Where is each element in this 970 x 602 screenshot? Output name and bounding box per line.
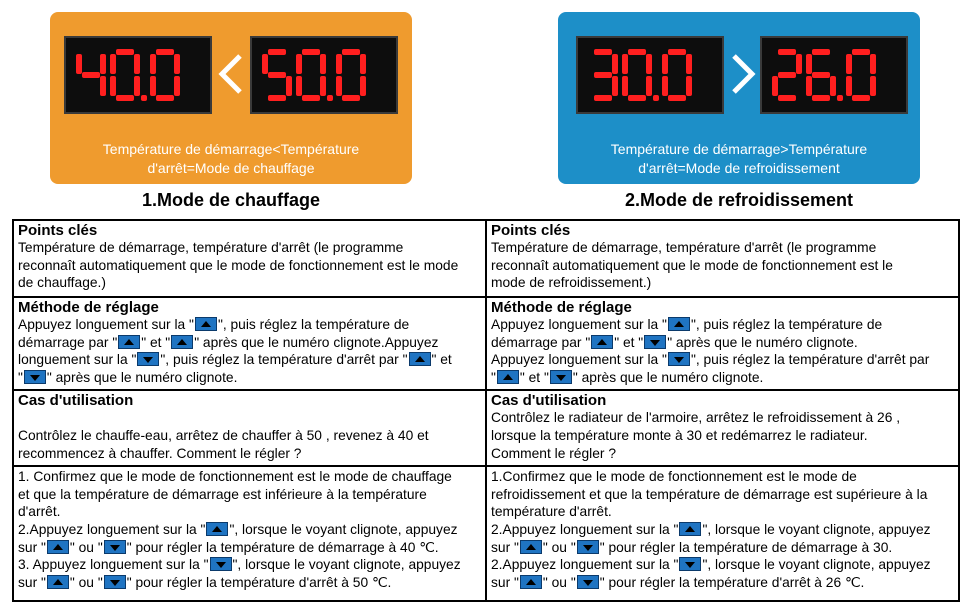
segment [110, 54, 116, 74]
text-line: " " après que le numéro clignote. [18, 369, 238, 385]
up-arrow-button-icon [497, 370, 519, 384]
segment [82, 72, 100, 78]
text-line: Appuyez longuement sur la " ", puis réglez la température de [18, 317, 410, 332]
segment [686, 76, 692, 96]
segment [360, 54, 366, 74]
segment [141, 95, 147, 101]
seven-segment-readout [66, 38, 210, 112]
segment [662, 76, 668, 96]
up-arrow-button-icon [668, 317, 690, 331]
segment [594, 49, 612, 55]
section-text [18, 239, 482, 292]
down-arrow-button-icon [679, 557, 701, 571]
up-arrow-button-icon [591, 335, 613, 349]
segment [100, 76, 106, 96]
section-text [491, 316, 955, 386]
segment [778, 95, 796, 101]
segment [846, 54, 852, 74]
text-line [18, 409, 482, 427]
text-line: reconnaît automatiquement que le mode de fonctionnement est le [491, 257, 893, 273]
segment [612, 76, 618, 96]
table-cell-cooling [486, 390, 959, 466]
text-line: démarrage par " " et " " après que le numéro clignote. [491, 334, 858, 350]
text-line: 1. Confirmez que le mode de fonctionnement est le mode de chauffage [18, 469, 452, 485]
section-heading: Cas d'utilisation [491, 392, 607, 410]
text-line: recommencez à chauffer. Comment le régler ? [18, 445, 302, 461]
segment [150, 76, 156, 96]
segment [302, 49, 320, 55]
segment [156, 49, 174, 55]
segment [286, 76, 292, 96]
segment [806, 54, 812, 74]
segment [778, 72, 796, 78]
segment [110, 76, 116, 96]
stop-temperature-display [250, 36, 398, 114]
segment [806, 76, 812, 96]
stop-temperature-display [760, 36, 908, 114]
segment [668, 95, 686, 101]
segment [852, 95, 870, 101]
segment [594, 95, 612, 101]
section-heading: Points clés [491, 222, 571, 239]
text-line: 2.Appuyez longuement sur la " ", lorsque le voyant clignote, appuyez [491, 521, 931, 537]
text-line: reconnaît automatiquement que le mode de fonctionnement est le mode [18, 257, 459, 273]
segment [116, 95, 134, 101]
less-than-icon [216, 52, 246, 96]
table-cell-heating [13, 297, 486, 390]
up-arrow-button-icon [409, 352, 431, 366]
text-line: longuement sur la " ", puis réglez la température d'arrêt par " " et [18, 352, 452, 368]
table-cell-heating [13, 466, 486, 601]
text-line: de chauffage.) [18, 275, 106, 291]
segment [646, 54, 652, 74]
table-row [13, 466, 959, 601]
table-row [13, 297, 959, 390]
segment [268, 95, 286, 101]
table-cell-cooling [486, 220, 959, 297]
text-line: sur " " ou " " pour régler la température d'arrêt à 50 ℃. [18, 574, 392, 590]
greater-than-icon [728, 52, 758, 96]
segment [622, 54, 628, 74]
text-line: 2.Appuyez longuement sur la " ", lorsque le voyant clignote, appuyez [18, 521, 458, 537]
segment [778, 49, 796, 55]
instruction-table [12, 219, 960, 602]
down-arrow-button-icon [210, 557, 232, 571]
caption-line: d'arrêt=Mode de refroidissement [638, 160, 840, 176]
section-text [18, 316, 482, 386]
text-line: Contrôlez le chauffe-eau, arrêtez de chauffer à 50 , revenez à 40 et [18, 427, 429, 443]
segment [772, 76, 778, 96]
text-line: sur " " ou " " pour régler la température d'arrêt à 26 ℃. [491, 574, 865, 590]
segment [870, 54, 876, 74]
text-line: lorsque la température monte à 30 et redémarrez le radiateur. [491, 427, 868, 443]
section-text [491, 409, 955, 462]
section-heading: Cas d'utilisation [18, 392, 134, 410]
table-cell-heating [13, 220, 486, 297]
text-line: d'arrêt. [18, 504, 61, 520]
table-cell-cooling [486, 466, 959, 601]
segment [612, 54, 618, 74]
up-arrow-button-icon [520, 540, 542, 554]
segment [320, 76, 326, 96]
up-arrow-button-icon [195, 317, 217, 331]
text-line: Appuyez longuement sur la " ", puis réglez la température d'arrêt par [491, 352, 930, 368]
segment [342, 49, 360, 55]
table-row [13, 390, 959, 466]
text-line: température d'arrêt. [491, 504, 612, 520]
segment [76, 54, 82, 74]
segment [796, 54, 802, 74]
text-line: démarrage par " " et " " après que le numéro clignote.Appuyez [18, 334, 439, 350]
up-arrow-button-icon [520, 575, 542, 589]
start-temperature-display [64, 36, 212, 114]
segment [622, 76, 628, 96]
section-text [491, 239, 955, 292]
down-arrow-button-icon [577, 540, 599, 554]
heating-mode-caption [70, 140, 392, 178]
seven-segment-readout [252, 38, 396, 112]
start-temperature-display [576, 36, 724, 114]
segment [100, 54, 106, 74]
text-line: Température de démarrage, température d'arrêt (le programme [18, 240, 404, 255]
segment [174, 54, 180, 74]
heating-mode-panel [50, 12, 412, 184]
section-heading: Méthode de réglage [491, 299, 632, 316]
section-text [18, 468, 482, 591]
segment [830, 76, 836, 96]
segment [296, 54, 302, 74]
text-line: Contrôlez le radiateur de l'armoire, arrêtez le refroidissement à 26 , [491, 410, 901, 426]
text-line: 1.Confirmez que le mode de fonctionnement est le mode de [491, 469, 857, 485]
table-row [13, 220, 959, 297]
segment [653, 95, 659, 101]
up-arrow-button-icon [679, 522, 701, 536]
segment [837, 95, 843, 101]
down-arrow-button-icon [104, 575, 126, 589]
up-arrow-button-icon [47, 540, 69, 554]
down-arrow-button-icon [104, 540, 126, 554]
cooling-mode-panel [558, 12, 920, 184]
cooling-mode-title: 2.Mode de refroidissement [624, 190, 854, 210]
segment [852, 49, 870, 55]
segment [812, 72, 830, 78]
segment [662, 54, 668, 74]
segment [262, 54, 268, 74]
segment [268, 72, 286, 78]
text-line: et que la température de démarrage est inférieure à la température [18, 486, 427, 502]
text-line: 2.Appuyez longuement sur la " ", lorsque le voyant clignote, appuyez [491, 557, 931, 573]
segment [870, 76, 876, 96]
segment [134, 54, 140, 74]
segment [812, 95, 830, 101]
text-line: refroidissement et que la température de démarrage est supérieure à la [491, 486, 928, 502]
text-line: Appuyez longuement sur la " ", puis réglez la température de [491, 317, 883, 332]
segment [360, 76, 366, 96]
segment [812, 49, 830, 55]
caption-line: d'arrêt=Mode de chauffage [147, 160, 315, 176]
segment [342, 95, 360, 101]
down-arrow-button-icon [577, 575, 599, 589]
text-line: " " et " " après que le numéro clignote. [491, 369, 764, 385]
up-arrow-button-icon [171, 335, 193, 349]
down-arrow-button-icon [137, 352, 159, 366]
down-arrow-button-icon [668, 352, 690, 366]
segment [320, 54, 326, 74]
segment [296, 76, 302, 96]
segment [686, 54, 692, 74]
table-cell-cooling [486, 297, 959, 390]
caption-line: Température de démarrage<Température [102, 141, 360, 157]
cooling-mode-caption [578, 140, 900, 178]
text-line: Comment le régler ? [491, 445, 616, 461]
section-heading: Méthode de réglage [18, 299, 159, 316]
text-line: Température de démarrage, température d'arrêt (le programme [491, 240, 877, 255]
text-line: sur " " ou " " pour régler la température de démarrage à 40 ℃. [18, 539, 439, 555]
section-text [18, 409, 482, 462]
segment [116, 49, 134, 55]
text-line: sur " " ou " " pour régler la température de démarrage à 30. [491, 539, 893, 555]
text-line: 3. Appuyez longuement sur la " ", lorsque le voyant clignote, appuyez [18, 557, 461, 573]
segment [327, 95, 333, 101]
segment [628, 49, 646, 55]
segment [594, 72, 612, 78]
down-arrow-button-icon [644, 335, 666, 349]
table-cell-heating [13, 390, 486, 466]
up-arrow-button-icon [206, 522, 228, 536]
up-arrow-button-icon [47, 575, 69, 589]
segment [646, 76, 652, 96]
caption-line: Température de démarrage>Température [610, 141, 868, 157]
segment [302, 95, 320, 101]
segment [846, 76, 852, 96]
heating-mode-title: 1.Mode de chauffage [141, 190, 321, 210]
down-arrow-button-icon [550, 370, 572, 384]
seven-segment-readout [762, 38, 906, 112]
section-heading: Points clés [18, 222, 98, 239]
segment [336, 76, 342, 96]
segment [174, 76, 180, 96]
segment [336, 54, 342, 74]
down-arrow-button-icon [24, 370, 46, 384]
section-text [491, 468, 955, 591]
segment [156, 95, 174, 101]
segment [668, 49, 686, 55]
text-line: mode de refroidissement.) [491, 275, 652, 291]
up-arrow-button-icon [118, 335, 140, 349]
segment [268, 49, 286, 55]
segment [150, 54, 156, 74]
segment [134, 76, 140, 96]
seven-segment-readout [578, 38, 722, 112]
segment [628, 95, 646, 101]
